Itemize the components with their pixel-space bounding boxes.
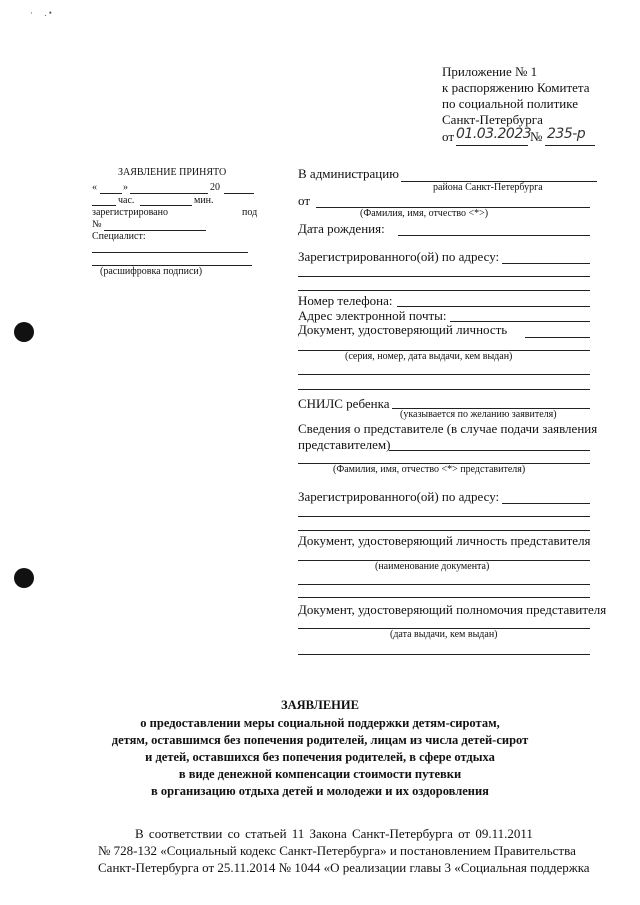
appendix-line-1: Приложение № 1 [442, 64, 538, 79]
registered-address-line-2[interactable] [298, 276, 590, 277]
accepted-hours: час. [118, 195, 135, 206]
registered-address-label: Зарегистрированного(ой) по адресу: [298, 249, 500, 264]
body-line-3: Санкт-Петербурга от 25.11.2014 № 1044 «О реализации главы 3 «Социальная поддержка [98, 860, 590, 875]
scan-artifact: · . • [30, 8, 52, 18]
accepted-hours-line [92, 205, 116, 206]
id-document-line-4[interactable] [298, 389, 590, 390]
birth-date-field-line[interactable] [398, 235, 590, 236]
accepted-year: 20 [210, 182, 220, 193]
accepted-month-line [130, 193, 208, 194]
appendix-date-handwritten: 01.03.2023 [456, 126, 532, 142]
appendix-number-prefix: № [530, 129, 543, 144]
rep-fio-caption: (Фамилия, имя, отчество <*> представителя) [333, 464, 526, 475]
snils-caption: (указывается по желанию заявителя) [400, 409, 557, 420]
rep-authority-label: Документ, удостоверяющий полномочия представителя [298, 602, 607, 617]
id-caption: (серия, номер, дата выдачи, кем выдан) [345, 351, 513, 362]
accepted-number-sign: № [92, 219, 102, 230]
appendix-line-2: к распоряжению Комитета [442, 80, 590, 95]
phone-label: Номер телефона: [298, 293, 393, 308]
phone-field-line[interactable] [397, 306, 590, 307]
id-document-line-3[interactable] [298, 374, 590, 375]
rep-address-line-1[interactable] [502, 503, 590, 504]
accepted-signature-caption: (расшифровка подписи) [100, 266, 203, 277]
accepted-minutes: мин. [194, 195, 214, 206]
accepted-registered: зарегистрировано [92, 207, 168, 218]
punch-hole-bottom [14, 568, 34, 588]
rep-address-line-2[interactable] [298, 516, 590, 517]
rep-authority-caption: (дата выдачи, кем выдан) [390, 629, 498, 640]
registered-address-line-3[interactable] [298, 290, 590, 291]
rep-info-line-2: представителем) [298, 437, 391, 452]
appendix-number-underline [545, 145, 595, 146]
statement-line-4: в виде денежной компенсации стоимости путевки [178, 767, 462, 781]
accepted-signature-line-1 [92, 252, 248, 253]
accepted-day-line [100, 193, 122, 194]
registered-address-line-1[interactable] [502, 263, 590, 264]
body-line-1: В соответствии со статьей 11 Закона Санкт-Петербурга от 09.11.2011 [135, 826, 533, 841]
accepted-open-quote: « [92, 182, 97, 193]
statement-line-5: в организацию отдыха детей и молодежи и их оздоровления [151, 784, 489, 798]
accepted-year-line [224, 193, 254, 194]
birth-date-label: Дата рождения: [298, 221, 385, 236]
statement-line-2: детям, оставшимся без попечения родителей, лицам из числа детей-сирот [111, 733, 529, 747]
fio-caption: (Фамилия, имя, отчество <*>) [360, 208, 489, 219]
rep-fio-line-1[interactable] [389, 450, 590, 451]
accepted-minutes-line [140, 205, 192, 206]
snils-label: СНИЛС ребенка [298, 396, 390, 411]
appendix-line-4: Санкт-Петербурга [442, 112, 543, 127]
district-caption: района Санкт-Петербурга [433, 182, 543, 193]
body-line-2: № 728-132 «Социальный кодекс Санкт-Петербурга» и постановлением Правительства [98, 843, 576, 858]
accepted-under: под [242, 207, 258, 218]
accepted-close-quote: » [123, 182, 128, 193]
rep-authority-line-2[interactable] [298, 654, 590, 655]
accepted-specialist: Специалист: [92, 231, 146, 242]
appendix-date-prefix: от [442, 129, 455, 144]
appendix-line-3: по социальной политике [442, 96, 578, 111]
rep-info-line-1: Сведения о представителе (в случае подачи заявления [298, 421, 598, 436]
accepted-title: ЗАЯВЛЕНИЕ ПРИНЯТО [118, 167, 227, 178]
rep-id-document-line-3[interactable] [298, 597, 590, 598]
punch-hole-top [14, 322, 34, 342]
id-document-label: Документ, удостоверяющий личность [298, 322, 508, 337]
rep-doc-caption: (наименование документа) [375, 561, 490, 572]
appendix-date-underline [456, 145, 528, 146]
rep-id-document-label: Документ, удостоверяющий личность представителя [298, 533, 591, 548]
to-admin-label: В администрацию [298, 166, 399, 181]
rep-address-line-3[interactable] [298, 530, 590, 531]
email-label: Адрес электронной почты: [298, 308, 447, 323]
appendix-number-handwritten: 235-р [547, 126, 586, 142]
statement-line-1: о предоставлении меры социальной поддержки детям-сиротам, [140, 716, 500, 730]
statement-line-3: и детей, оставшихся без попечения родителей, в сфере отдыха [145, 750, 495, 764]
rep-id-document-line-2[interactable] [298, 584, 590, 585]
id-document-line-1[interactable] [525, 337, 590, 338]
rep-address-label: Зарегистрированного(ой) по адресу: [298, 489, 500, 504]
from-label: от [298, 193, 311, 208]
statement-title: ЗАЯВЛЕНИЕ [281, 698, 359, 712]
